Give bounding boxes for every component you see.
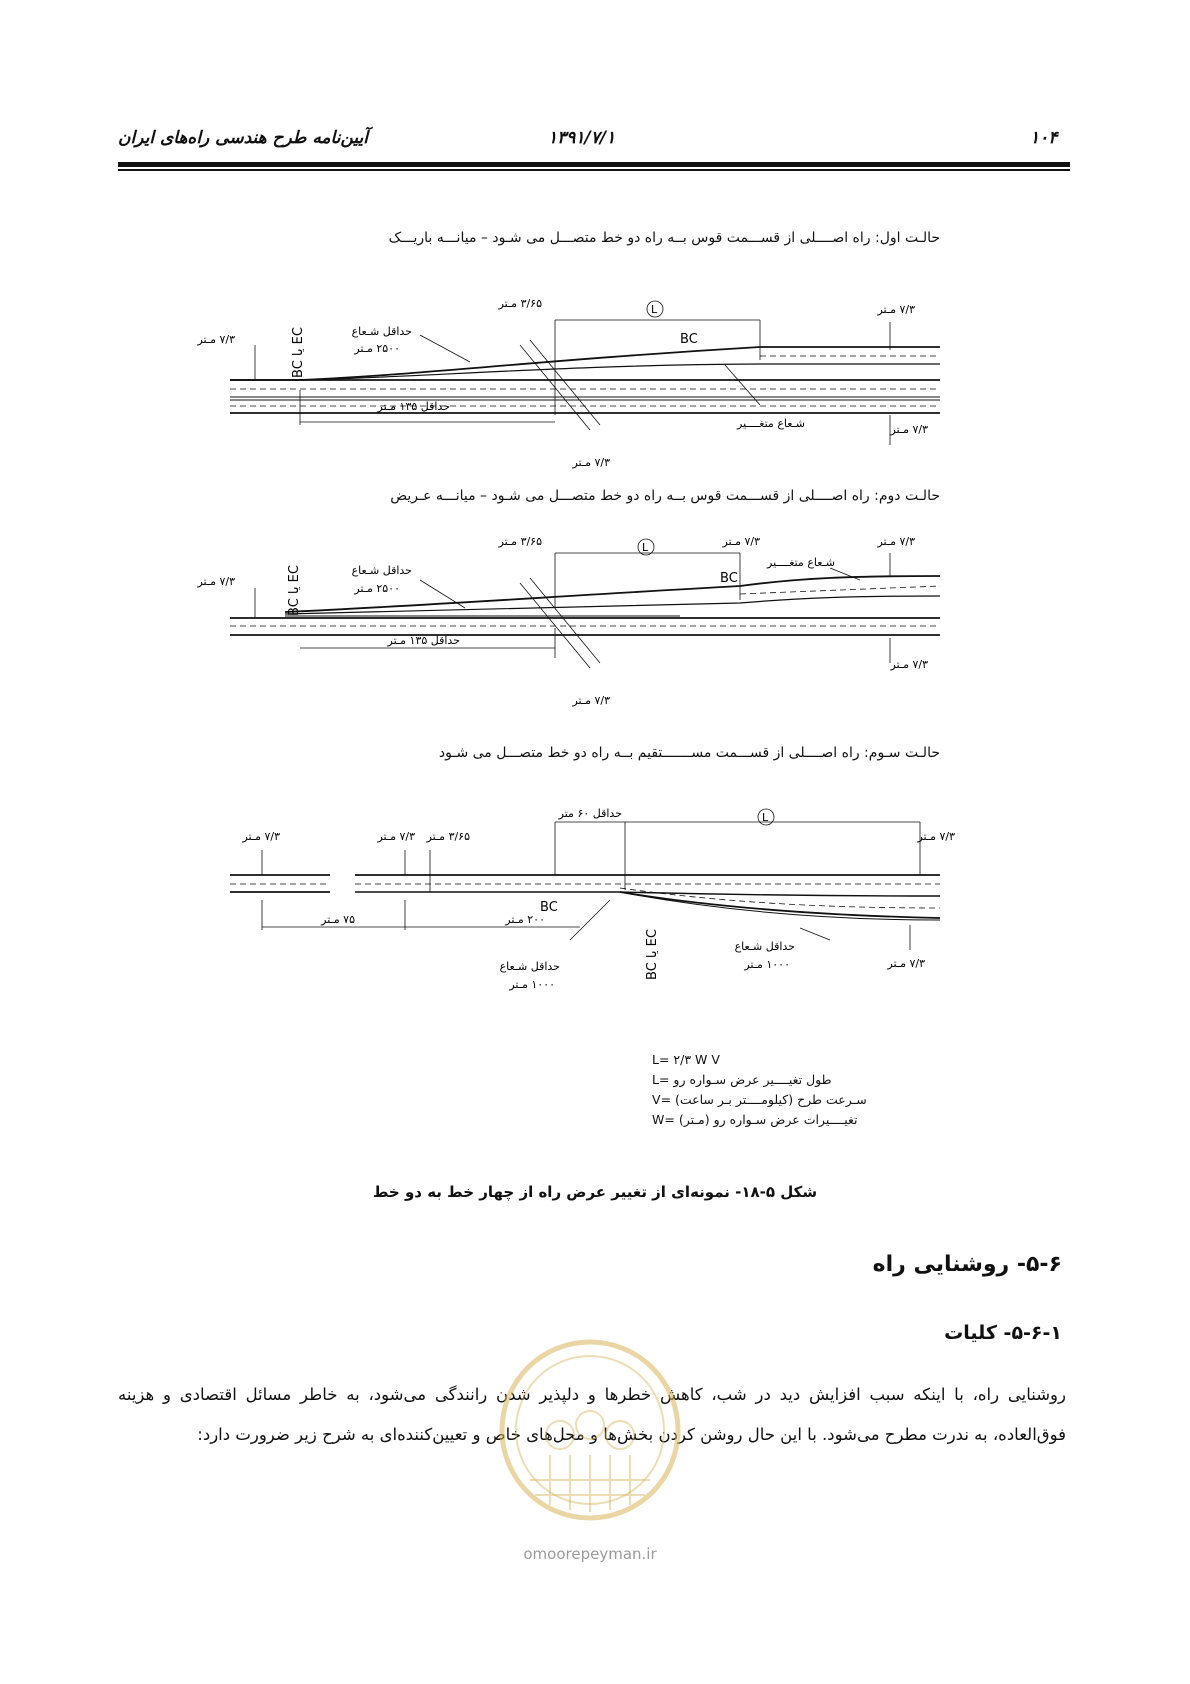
label-min-radius: حداقل شـعاع — [499, 960, 560, 973]
header-rule — [118, 162, 1070, 167]
label-L: L — [651, 303, 658, 316]
label-width: ۷/۳ مـتر — [197, 333, 235, 346]
body-paragraph: روشنایی راه، با اینکه سبب افزایش دید در شب، کاهش خطرها و دلپذیر شدن رانندگی می‌شود، به خاطر مسائل اقتصادی و هزینه فوق‌العاده، به ندرت مطرح می‌شود. با این حال روشن کردن بخش‌ها و محل‌های خاص و تعیین‌کننده‌ای به شرح زیر ضرورت دارد: — [118, 1385, 1066, 1444]
label-min-radius: حداقل شـعاع — [351, 325, 412, 338]
label-width: ۷/۳ مـتر — [242, 830, 280, 843]
label-L: L — [642, 541, 649, 554]
page-number: ۱۰۴ — [1030, 128, 1058, 148]
case1-title: حالـت اول: راه اصــــلی از قســـمت قوس بــه راه دو خط متصـــل می شـود – میانـــه باریـــک — [388, 230, 940, 246]
legend-l: طول تغیــــیر عرض سـواره رو =L — [652, 1072, 832, 1087]
diagram-case2 — [0, 508, 1190, 708]
label-radius: ۲۵۰۰ مـتر — [354, 342, 400, 355]
watermark-seal — [490, 1330, 690, 1540]
label-min-length: حداقل ۱۳۵ مـتر — [387, 634, 460, 647]
figure-caption: شکل ۵-۱۸- نمونه‌ای از تغییر عرض راه از چهار خط به دو خط — [372, 1183, 818, 1201]
case2-title: حالـت دوم: راه اصــــلی از قســـمت قوس بــه راه دو خط متصـــل می شـود – میانـــه عـریض — [390, 488, 940, 504]
label-width: ۷/۳ مـتر — [377, 830, 415, 843]
label-width: ۷/۳ مـتر — [572, 456, 610, 469]
label-radius: ۱۰۰۰ مـتر — [509, 978, 555, 991]
label-width: ۷/۳ مـتر — [722, 535, 760, 548]
label-min-radius: حداقل شـعاع — [351, 564, 412, 577]
subsection-heading: ۵-۶-۱- کلیات — [944, 1322, 1062, 1344]
label-width: ۷/۳ مـتر — [877, 535, 915, 548]
label-var-radius: شـعاع متغــــیر — [737, 417, 805, 430]
label-bc-ec: BC یا EC — [287, 565, 302, 616]
header-date: ۱۳۹۱/۷/۱ — [548, 128, 616, 148]
label-min-radius: حداقل شـعاع — [734, 940, 795, 953]
label-var-radius: شـعاع متغــــیر — [767, 556, 835, 569]
diagram-case1 — [0, 250, 1190, 470]
label-d200: ۲۰۰ مـتر — [505, 913, 545, 926]
label-lane-width: ۳/۶۵ مـتر — [498, 535, 542, 548]
label-width: ۷/۳ مـتر — [887, 957, 925, 970]
label-bc: BC — [720, 571, 738, 586]
label-min-length: حداقل ۱۳۵ مـتر — [377, 400, 450, 413]
label-bc-ec: BC یا EC — [291, 327, 306, 378]
label-lane-width: ۳/۶۵ مـتر — [426, 830, 470, 843]
label-width: ۷/۳ مـتر — [572, 694, 610, 707]
label-lane-width: ۳/۶۵ مـتر — [498, 297, 542, 310]
label-width: ۷/۳ مـتر — [890, 423, 928, 436]
watermark-text: omoorepeyman.ir — [523, 1545, 657, 1563]
legend-w: تغیــــیرات عرض سـواره رو (مـتر) =W — [652, 1112, 858, 1127]
label-L: L — [762, 811, 769, 824]
section-heading: ۵-۶- روشنایی راه — [872, 1252, 1062, 1277]
figure-legend — [652, 1050, 867, 1130]
label-d75: ۷۵ مـتر — [321, 913, 355, 926]
label-min-60: حداقل ۶۰ متر — [558, 807, 622, 820]
label-bc-ec: BC یا EC — [645, 929, 660, 980]
label-width: ۷/۳ مـتر — [917, 830, 955, 843]
book-title: آیین‌نامه طرح هندسی راه‌های ایران — [118, 128, 368, 148]
case3-title: حالـت سـوم: راه اصــــلی از قســـمت مســـــــتقیم بــه راه دو خط متصـــل می شـود — [438, 745, 940, 761]
header-rule-thin — [118, 169, 1070, 171]
label-bc: BC — [680, 332, 698, 347]
legend-v: سـرعت طرح (کیلومــــتر بـر ساعت) =V — [652, 1092, 867, 1107]
label-radius: ۱۰۰۰ مـتر — [744, 958, 790, 971]
label-width: ۷/۳ مـتر — [877, 303, 915, 316]
diagram-case3 — [0, 790, 1190, 1020]
label-bc: BC — [540, 900, 558, 915]
legend-formula: L= ۲/۳ W V — [652, 1052, 720, 1067]
label-radius: ۲۵۰۰ مـتر — [354, 582, 400, 595]
label-width: ۷/۳ مـتر — [197, 575, 235, 588]
label-width: ۷/۳ مـتر — [890, 658, 928, 671]
